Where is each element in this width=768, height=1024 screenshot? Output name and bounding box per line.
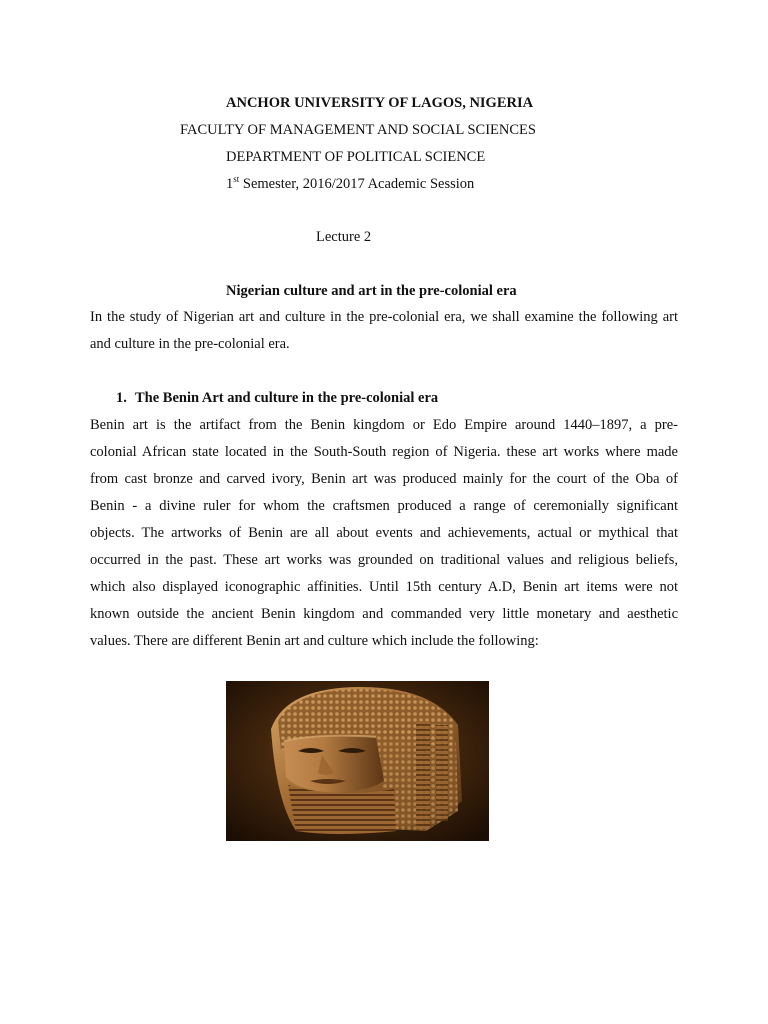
body-line-4: Benin - a divine ruler for whom the craftsmen produced a range of ceremonially significant [90, 498, 678, 514]
faculty-name: FACULTY OF MANAGEMENT AND SOCIAL SCIENCES [180, 122, 536, 138]
semester-line [226, 175, 474, 193]
body-line-2: colonial African state located in the South-South region of Nigeria. these art works where made [90, 444, 678, 460]
body-line-5: objects. The artworks of Benin are all about events and achievements, actual or mythical that [90, 525, 678, 541]
intro-line-1: In the study of Nigerian art and culture in the pre-colonial era, we shall examine the following art [90, 309, 678, 325]
document-title: Nigerian culture and art in the pre-colonial era [226, 283, 517, 299]
bronze-head-icon [226, 681, 489, 841]
semester-number: 1 [226, 176, 234, 192]
department-name: DEPARTMENT OF POLITICAL SCIENCE [226, 149, 486, 165]
bronze-head-image [226, 681, 489, 841]
body-line-8: known outside the ancient Benin kingdom and commanded very little monetary and aesthetic [90, 606, 678, 622]
university-name: ANCHOR UNIVERSITY OF LAGOS, NIGERIA [226, 95, 534, 111]
body-line-3: from cast bronze and carved ivory, Benin art was produced mainly for the court of the Oba of [90, 471, 678, 487]
section-heading: The Benin Art and culture in the pre-colonial era [135, 390, 439, 406]
body-line-9: values. There are different Benin art and culture which include the following: [90, 633, 539, 649]
lecture-label: Lecture 2 [316, 229, 372, 245]
section-number: 1. [116, 390, 127, 406]
body-line-1: Benin art is the artifact from the Benin kingdom or Edo Empire around 1440–1897, a pre- [90, 417, 678, 433]
semester-text: Semester, 2016/2017 Academic Session [239, 176, 475, 192]
semester-suffix: st [233, 174, 240, 184]
body-line-7: which also displayed iconographic affinities. Until 15th century A.D, Benin art items were not [90, 579, 678, 595]
body-line-6: occurred in the past. These art works was grounded on traditional values and religious beliefs, [90, 552, 678, 568]
intro-line-2: and culture in the pre-colonial era. [90, 336, 290, 352]
